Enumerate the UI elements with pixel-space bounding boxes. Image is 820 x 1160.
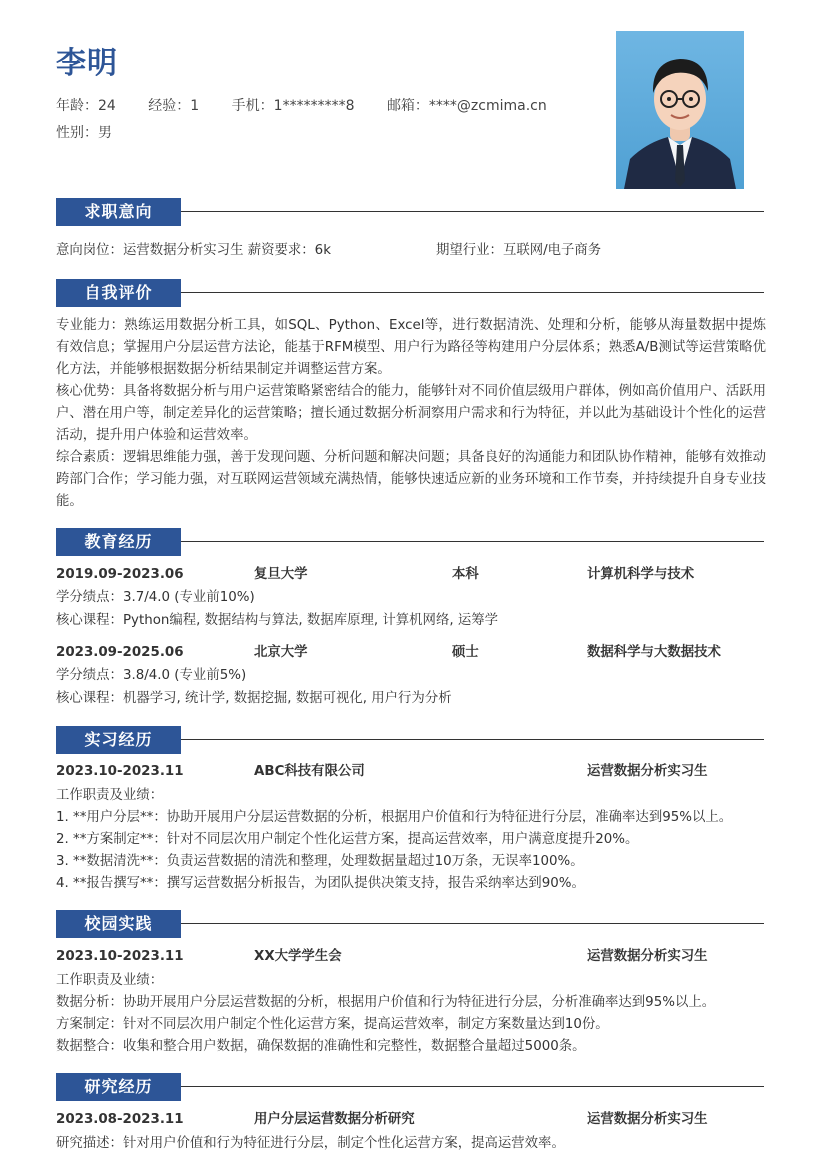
job-intent-row — [56, 240, 764, 262]
role: 运营数据分析实习生 — [587, 1112, 708, 1127]
email: 邮箱：****@zcmima.cn — [386, 98, 547, 114]
list-item: 方案制定：针对不同层次用户制定个性化运营方案，提高运营效率，制定方案数量达到10份。 — [56, 1017, 609, 1032]
education-entry-header — [56, 564, 764, 586]
core-courses: 核心课程：Python编程, 数据结构与算法, 数据库原理, 计算机网络, 运筹学 — [56, 613, 499, 628]
self-eval-professional: 专业能力：熟练运用数据分析工具，如SQL、Python、Excel等，进行数据清洗、处理和分析，能够从海量数据中提炼有效信息；掌握用户分层运营方法论，能基于RFM模型、用户行为路径等构建用户分层体系；熟悉A/B测试等运营策略优化方法，并能够根据数据分析结果制定并调整运营方案。 — [56, 318, 766, 377]
profile-photo — [616, 31, 744, 189]
divider — [181, 541, 764, 542]
degree: 硕士 — [452, 645, 479, 660]
period: 2019.09-2023.06 — [56, 567, 184, 582]
self-eval-strengths: 核心优势：具备将数据分析与用户运营策略紧密结合的能力，能够针对不同价值层级用户群体，例如高价值用户、活跃用户、潜在用户等，制定差异化的运营策略；擅长通过数据分析洞察用户需求和行为特征，并以此为基础设计个性化的运营活动，提升用户体验和运营效率。 — [56, 384, 766, 443]
school: 北京大学 — [254, 645, 308, 660]
gpa: 学分绩点：3.8/4.0 (专业前5%) — [56, 668, 247, 683]
project: 用户分层运营数据分析研究 — [254, 1112, 415, 1127]
section-header-campus-practice — [56, 910, 764, 938]
intended-industry: 期望行业：互联网/电子商务 — [436, 243, 602, 258]
candidate-name: 李明 — [56, 46, 118, 81]
role: 运营数据分析实习生 — [587, 949, 708, 964]
section-title: 实习经历 — [56, 726, 181, 754]
self-eval-qualities: 综合素质：逻辑思维能力强，善于发现问题、分析问题和解决问题；具备良好的沟通能力和团队协作精神，能够有效推动跨部门合作；学习能力强，对互联网运营领域充满热情，能够快速适应新的业务环境和工作节奏，并持续提升自身专业技能。 — [56, 450, 766, 509]
basic-info-row — [56, 95, 575, 115]
intended-position: 意向岗位：运营数据分析实习生 薪资要求：6k — [56, 243, 331, 258]
section-title: 自我评价 — [56, 279, 181, 307]
age: 年龄：24 — [56, 98, 116, 114]
gender: 性别：男 — [56, 125, 112, 141]
section-header-research — [56, 1073, 764, 1101]
core-courses: 核心课程：机器学习, 统计学, 数据挖掘, 数据可视化, 用户行为分析 — [56, 691, 452, 706]
divider — [181, 1086, 764, 1087]
divider — [181, 211, 764, 212]
divider — [181, 292, 764, 293]
gender-row — [56, 122, 140, 142]
organization: XX大学学生会 — [254, 949, 342, 964]
list-item: 数据整合：收集和整合用户数据，确保数据的准确性和完整性，数据整合量超过5000条。 — [56, 1039, 586, 1054]
divider — [181, 923, 764, 924]
period: 2023.10-2023.11 — [56, 764, 184, 779]
school: 复旦大学 — [254, 567, 308, 582]
list-item: 3. **数据清洗**：负责运营数据的清洗和整理，处理数据量超过10万条，无误率100%。 — [56, 854, 584, 869]
list-item: 2. **方案制定**：针对不同层次用户制定个性化运营方案，提高运营效率，用户满意度提升20%。 — [56, 832, 639, 847]
degree: 本科 — [452, 567, 479, 582]
major: 计算机科学与技术 — [587, 567, 695, 582]
list-item: 4. **报告撰写**：撰写运营数据分析报告，为团队提供决策支持，报告采纳率达到90%。 — [56, 876, 585, 891]
duties-label: 工作职责及业绩： — [56, 788, 164, 803]
section-header-education — [56, 528, 764, 556]
campus-entry-header — [56, 946, 764, 968]
section-title: 校园实践 — [56, 910, 181, 938]
experience: 经验：1 — [148, 98, 200, 114]
section-title: 研究经历 — [56, 1073, 181, 1101]
phone: 手机：1*********8 — [231, 98, 355, 114]
role: 运营数据分析实习生 — [587, 764, 708, 779]
research-entry-header — [56, 1109, 764, 1131]
research-description: 研究描述：针对用户价值和行为特征进行分层，制定个性化运营方案，提高运营效率。 — [56, 1136, 565, 1151]
period: 2023.10-2023.11 — [56, 949, 184, 964]
major: 数据科学与大数据技术 — [587, 645, 721, 660]
section-header-self-evaluation — [56, 279, 764, 307]
education-entry-header — [56, 642, 764, 664]
section-header-internship — [56, 726, 764, 754]
list-item: 1. **用户分层**：协助开展用户分层运营数据的分析，根据用户价值和行为特征进行分层，准确率达到95%以上。 — [56, 810, 733, 825]
section-title: 求职意向 — [56, 198, 181, 226]
section-title: 教育经历 — [56, 528, 181, 556]
duties-label: 工作职责及业绩： — [56, 973, 164, 988]
company: ABC科技有限公司 — [254, 764, 365, 779]
list-item: 数据分析：协助开展用户分层运营数据的分析，根据用户价值和行为特征进行分层，分析准确率达到95%以上。 — [56, 995, 716, 1010]
internship-entry-header — [56, 761, 764, 783]
period: 2023.08-2023.11 — [56, 1112, 184, 1127]
section-header-job-intent — [56, 198, 764, 226]
gpa: 学分绩点：3.7/4.0 (专业前10%) — [56, 590, 255, 605]
divider — [181, 739, 764, 740]
period: 2023.09-2025.06 — [56, 645, 184, 660]
